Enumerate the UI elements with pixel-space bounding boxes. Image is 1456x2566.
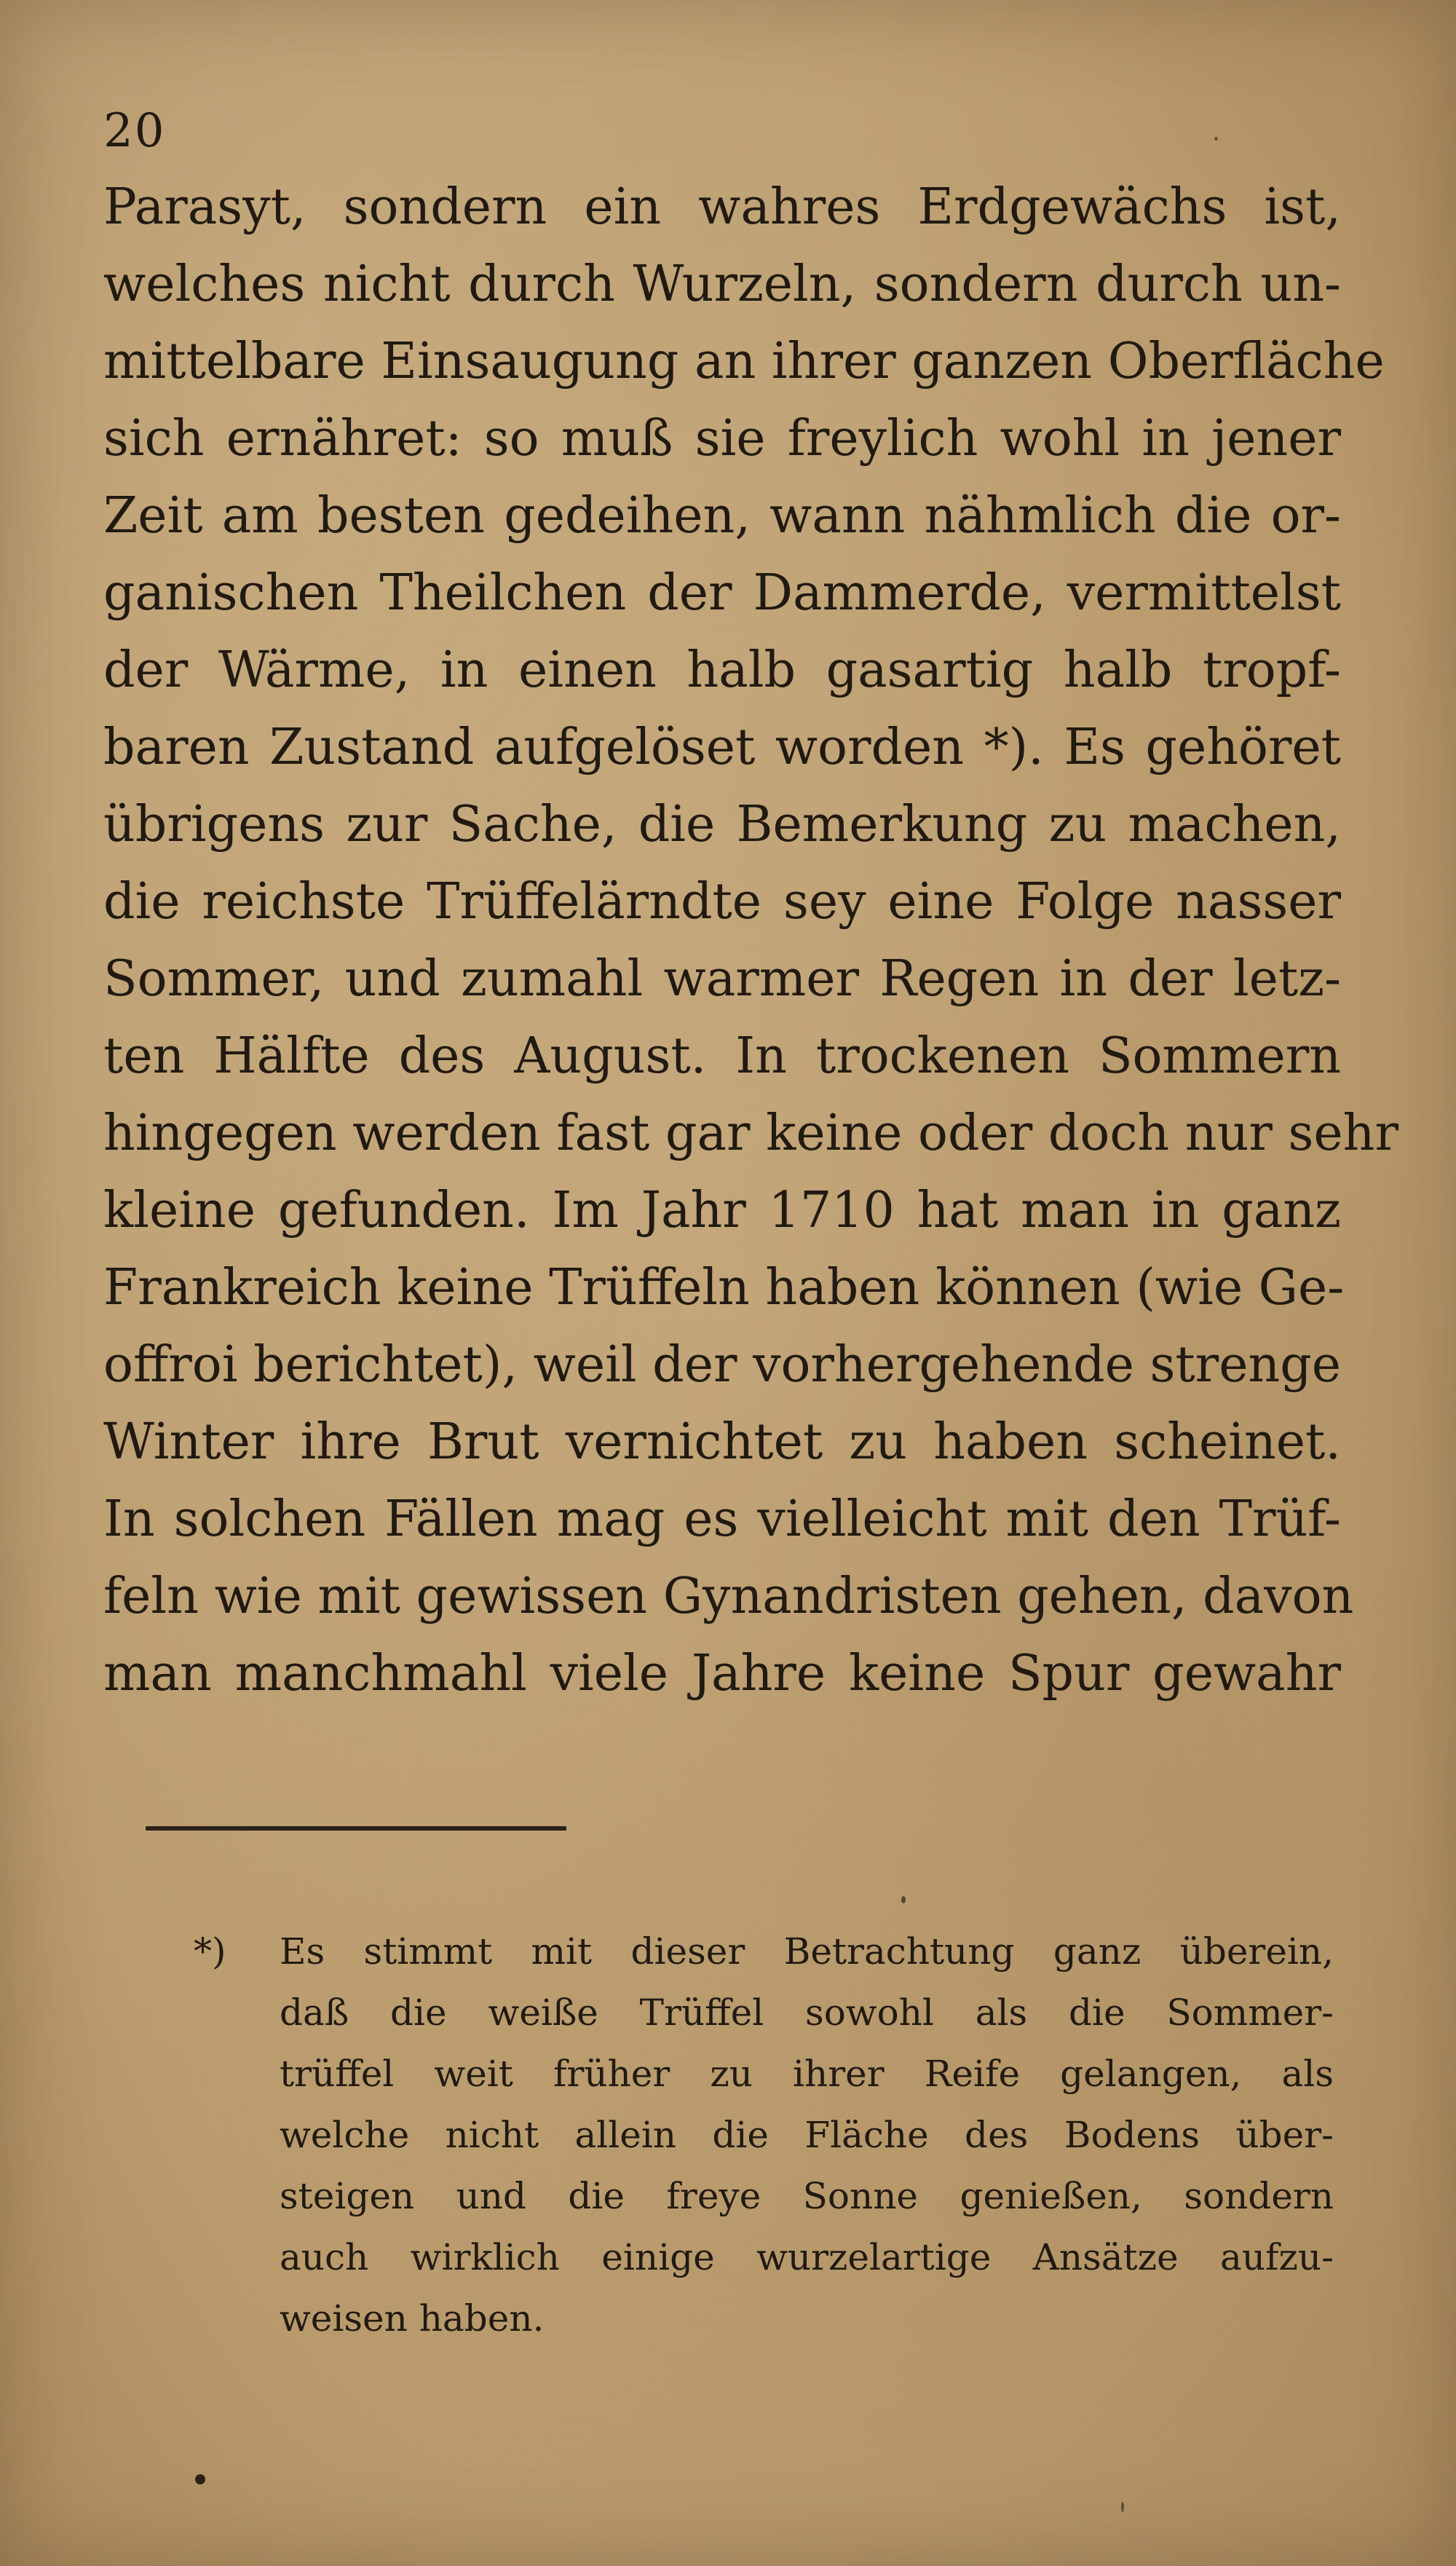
body-text — [103, 169, 1398, 1713]
footnote-line: steigen und die freye Sonne genießen, sondern — [280, 2175, 1334, 2217]
footnote-line: Es stimmt mit dieser Betrachtung ganz überein, — [280, 1930, 1334, 1973]
text-line: In solchen Fällen mag es vielleicht mit den Trüf- — [103, 1491, 1341, 1548]
text-line: man manchmahl viele Jahre keine Spur gewahr — [103, 1645, 1341, 1702]
text-line: Frankreich keine Trüffeln haben können (wie Ge- — [103, 1259, 1345, 1316]
text-line: kleine gefunden. Im Jahr 1710 hat man in ganz — [103, 1182, 1341, 1239]
text-line: hingegen werden fast gar keine oder doch nur sehr — [103, 1105, 1398, 1162]
ink-speck — [195, 2474, 205, 2484]
text-line: Zeit am besten gedeihen, wann nähmlich die or- — [103, 487, 1341, 545]
text-line: ganischen Theilchen der Dammerde, vermittelst — [103, 564, 1341, 622]
ink-speck — [901, 1896, 906, 1903]
text-line: mittelbare Einsaugung an ihrer ganzen Oberfläche — [103, 333, 1385, 390]
footnote-line: daß die weiße Trüffel sowohl als die Sommer- — [280, 1991, 1334, 2034]
footnote-marker: *) — [194, 1930, 226, 1973]
text-line: welches nicht durch Wurzeln, sondern durch un- — [103, 256, 1341, 313]
page-number: 20 — [103, 104, 166, 158]
text-line: Winter ihre Brut vernichtet zu haben scheinet. — [103, 1413, 1341, 1471]
text-line: offroi berichtet), weil der vorhergehende strenge — [103, 1336, 1341, 1394]
footnote-line: welche nicht allein die Fläche des Bodens über- — [280, 2114, 1334, 2156]
footnote-line: trüffel weit früher zu ihrer Reife gelangen, als — [280, 2053, 1334, 2095]
footnote-text — [213, 1921, 1334, 2349]
text-line: ten Hälfte des August. In trockenen Sommern — [103, 1027, 1341, 1085]
footnote — [194, 1921, 1334, 2349]
ink-speck — [1214, 137, 1218, 141]
ink-speck — [1121, 2502, 1124, 2512]
footnote-line: weisen haben. — [280, 2297, 545, 2340]
text-line: die reichste Trüffelärndte sey eine Folge nasser — [103, 873, 1341, 931]
text-line: baren Zustand aufgelöset worden *). Es gehöret — [103, 719, 1341, 776]
footnote-divider — [146, 1826, 566, 1831]
footnote-line: auch wirklich einige wurzelartige Ansätze aufzu- — [280, 2236, 1334, 2278]
text-line: feln wie mit gewissen Gynandristen gehen, davon — [103, 1568, 1354, 1625]
text-line: Parasyt, sondern ein wahres Erdgewächs ist, — [103, 178, 1341, 236]
text-line: der Wärme, in einen halb gasartig halb tropf- — [103, 642, 1341, 699]
text-line: sich ernähret: so muß sie freylich wohl in jener — [103, 410, 1341, 467]
text-line: übrigens zur Sache, die Bemerkung zu machen, — [103, 796, 1341, 853]
text-line: Sommer, und zumahl warmer Regen in der letz- — [103, 950, 1341, 1008]
